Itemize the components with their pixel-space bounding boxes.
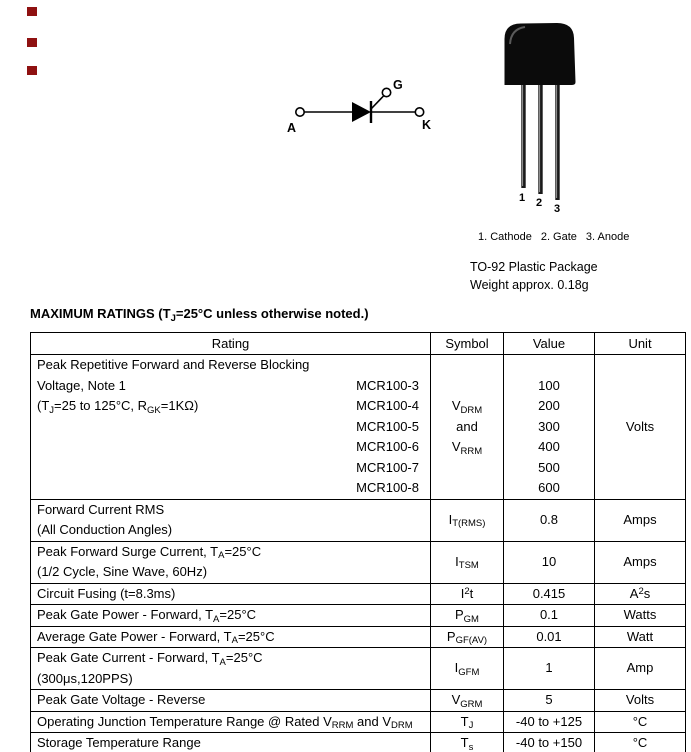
rating-cell: Operating Junction Temperature Range @ Rated $V_{RRM}$ and $V_{DRM}$ (31, 711, 431, 733)
anode-label: A (287, 121, 297, 135)
gate-label: G (393, 78, 403, 92)
symbol-cell: $V_{DRM}$ and $V_{RRM}$ (431, 355, 504, 500)
maximum-ratings-table-wrap (30, 332, 686, 752)
scr-symbol-figure (278, 76, 436, 143)
table-row (31, 355, 686, 500)
maximum-ratings-title: MAXIMUM RATINGS ($T_J=25^\circ C$ unless otherwise noted.) (30, 306, 369, 324)
ratings-table-body (31, 355, 686, 752)
rating-cell: Average Gate Power - Forward, $T_A=25^\circ C$ (31, 626, 431, 648)
table-header-row (31, 333, 686, 355)
header-rating: Rating (31, 333, 431, 355)
red-marker-square (27, 7, 37, 16)
cathode-label: K (422, 118, 432, 132)
table-row (31, 626, 686, 648)
unit-cell: Watts (595, 605, 686, 627)
package-weight: Weight approx. 0.18g (470, 277, 589, 292)
to92-package-drawing (498, 18, 608, 213)
value-cell: -40 to +150 (504, 733, 595, 752)
symbol-cell: $T_J$ (431, 711, 504, 733)
symbol-cell: $T_s$ (431, 733, 504, 752)
unit-cell: °C (595, 711, 686, 733)
value-cell: 10 (504, 541, 595, 583)
table-row (31, 711, 686, 733)
package-name: TO-92 Plastic Package (470, 260, 598, 274)
unit-cell: Volts (595, 355, 686, 500)
symbol-cell: $P_{GF(AV)}$ (431, 626, 504, 648)
anode-terminal-circle (296, 108, 304, 116)
table-row (31, 605, 686, 627)
rating-cell: Storage Temperature Range (31, 733, 431, 752)
pin-assignment-caption (478, 231, 629, 243)
pin-caption-anode: 3. Anode (585, 231, 630, 243)
unit-cell: Volts (595, 690, 686, 712)
rating-cell: Peak Gate Current - Forward, $T_A=25^\circ C$ (300μs,120PPS) (31, 648, 431, 690)
table-row (31, 583, 686, 605)
pin-number-1: 1 (519, 192, 526, 204)
header-symbol: Symbol (431, 333, 504, 355)
symbol-cell: $I_{T(RMS)}$ (431, 499, 504, 541)
unit-cell: °C (595, 733, 686, 752)
rating-cell: Peak Forward Surge Current, $T_A=25^\circ C$ (1/2 Cycle, Sine Wave, 60Hz) (31, 541, 431, 583)
value-cell: 0.1 (504, 605, 595, 627)
header-unit: Unit (595, 333, 686, 355)
pin-number-2: 2 (536, 197, 543, 209)
table-row (31, 733, 686, 752)
symbol-cell: $I^2t$ (431, 583, 504, 605)
value-cell: 1 (504, 648, 595, 690)
value-cell: 0.01 (504, 626, 595, 648)
unit-cell: Watt (595, 626, 686, 648)
unit-cell: Amps (595, 499, 686, 541)
red-marker-square (27, 38, 37, 47)
table-row (31, 499, 686, 541)
symbol-cell: $P_{GM}$ (431, 605, 504, 627)
maximum-ratings-table (30, 332, 686, 752)
unit-cell: $A^2s$ (595, 583, 686, 605)
pin-caption-cathode: 1. Cathode (478, 231, 532, 243)
package-caption (470, 259, 598, 294)
thyristor-triangle (352, 102, 371, 122)
table-row (31, 690, 686, 712)
value-cell: 100 200 300 400 500 600 (504, 355, 595, 500)
symbol-cell: $I_{GFM}$ (431, 648, 504, 690)
unit-cell: Amps (595, 541, 686, 583)
cathode-terminal-circle (415, 108, 423, 116)
rating-cell: Forward Current RMS (All Conduction Angles) (31, 499, 431, 541)
rating-cell: Peak Gate Power - Forward, $T_A=25^\circ C$ (31, 605, 431, 627)
rating-cell: Peak Gate Voltage - Reverse (31, 690, 431, 712)
header-value: Value (504, 333, 595, 355)
gate-lead-line (371, 96, 384, 109)
pin-number-3: 3 (554, 203, 561, 213)
rating-cell: Peak Repetitive Forward and Reverse Blocking Voltage, Note 1 ($T_J=25$ to 125°C, $R_{GK}=1K\Omega$) MCR100-3 MCR100-4 MCR100-5 MCR100-6 MCR100-7 MCR100-8 (31, 355, 431, 500)
pin-caption-gate: 2. Gate (540, 231, 577, 243)
unit-cell: Amp (595, 648, 686, 690)
gate-terminal-circle (382, 88, 390, 96)
value-cell: -40 to +125 (504, 711, 595, 733)
value-cell: 5 (504, 690, 595, 712)
value-cell: 0.8 (504, 499, 595, 541)
value-cell: 0.415 (504, 583, 595, 605)
rating-cell: Circuit Fusing (t=8.3ms) (31, 583, 431, 605)
red-marker-square (27, 66, 37, 75)
table-row (31, 648, 686, 690)
scr-symbol-drawing (278, 76, 436, 138)
table-row (31, 541, 686, 583)
symbol-cell: $V_{GRM}$ (431, 690, 504, 712)
to92-package-figure (498, 18, 608, 218)
symbol-cell: $I_{TSM}$ (431, 541, 504, 583)
device-list: MCR100-3 MCR100-4 MCR100-5 MCR100-6 MCR100-7 MCR100-8 (356, 377, 419, 495)
